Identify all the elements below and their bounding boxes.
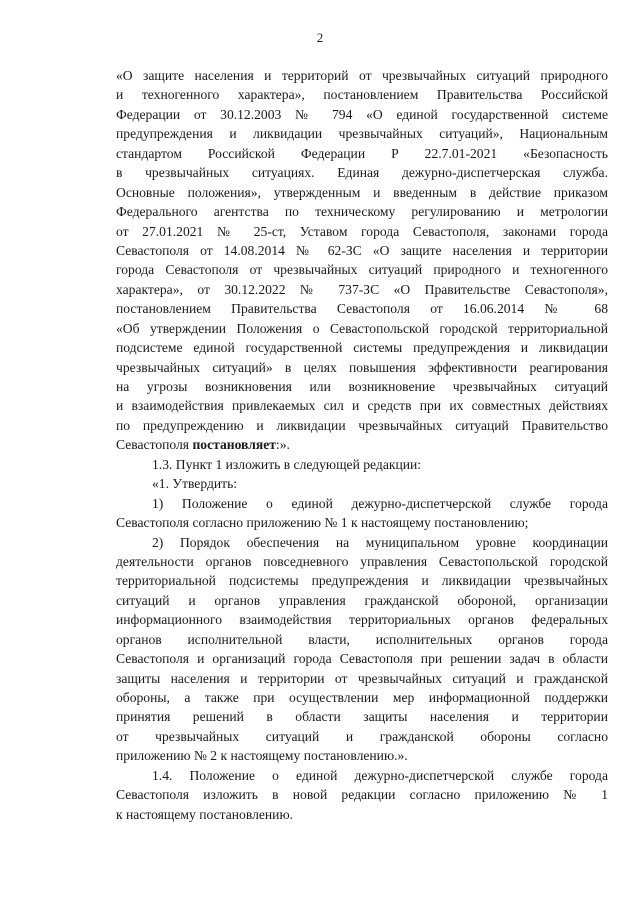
text-line-content: информационного взаимодействия территориальных органов федеральных: [116, 612, 608, 628]
text-line: [116, 455, 608, 474]
text-line-content: и техногенного характера», постановлением Правительства Российской: [116, 87, 608, 103]
text-line-content: города Севастополя от чрезвычайных ситуаций природного и техногенного: [116, 262, 608, 278]
text-line-content: Севастополя от 14.08.2014 № 62-ЗС «О защите населения и территории: [116, 242, 608, 258]
text-line-content: «1. Утвердить:: [152, 476, 238, 492]
text-line-content: Севастополя и организаций города Севастополя при решении задач в области: [116, 651, 608, 667]
text-line: [116, 805, 608, 824]
text-line-content: подсистеме единой государственной системы предупреждения и ликвидации: [116, 340, 608, 356]
text-line-content: на угрозы возникновения или возникновение чрезвычайных ситуаций: [116, 379, 608, 394]
text-line: [116, 241, 608, 260]
text-line-content: 1) Положение о единой дежурно-диспетчерской службе города: [152, 495, 608, 511]
text-line: [116, 707, 608, 726]
text-line-content: Севастополя согласно приложению № 1 к настоящему постановлению;: [116, 515, 529, 531]
text-line: [116, 552, 608, 571]
text-line-content: от чрезвычайных ситуаций и гражданской обороны согласно: [116, 728, 608, 744]
text-line: [116, 85, 608, 104]
text-line-content: в чрезвычайных ситуациях. Единая дежурно-диспетчерская служба.: [116, 165, 608, 181]
text-line: [116, 163, 608, 182]
text-line-content: обороны, а также при осуществлении мер информационной поддержки: [116, 690, 608, 705]
text-line: [116, 183, 608, 202]
text-line: [116, 591, 608, 610]
text-line: [116, 571, 608, 590]
text-line-content: от 27.01.2021 № 25-ст, Уставом города Севастополя, законами города: [116, 223, 608, 239]
text-line-content: характера», от 30.12.2022 № 737-ЗС «О Правительстве Севастополя»,: [116, 281, 608, 297]
text-line: [116, 746, 608, 765]
text-line-content: по предупреждению и ликвидации чрезвычайных ситуаций Правительство: [116, 417, 608, 433]
text-line-content: Основные положения», утвержденным и введенным в действие приказом: [116, 184, 608, 200]
text-line: [116, 474, 608, 493]
text-line-content: Севастополя изложить в новой редакции согласно приложению № 1: [116, 787, 608, 803]
text-line-content: «Об утверждении Положения о Севастопольской городской территориальной: [116, 320, 608, 336]
text-line: [116, 494, 608, 513]
text-line: [116, 105, 608, 124]
text-line: [116, 358, 608, 377]
text-line-content: защиты населения и территории от чрезвычайных ситуаций и гражданской: [116, 670, 608, 686]
text-line: [116, 513, 608, 532]
text-line: [116, 785, 608, 804]
text-line-content: 2) Порядок обеспечения на муниципальном уровне координации: [152, 534, 608, 550]
text-line: [116, 435, 608, 454]
text-line-content: органов исполнительной власти, исполнительных органов города: [116, 631, 608, 647]
text-line: [116, 533, 608, 552]
text-line: [116, 319, 608, 338]
text-line-suffix: :».: [275, 437, 290, 453]
text-line-content: к настоящему постановлению.: [116, 806, 294, 822]
text-line-content: 1.3. Пункт 1 изложить в следующей редакции:: [152, 456, 422, 472]
text-line-content: стандартом Российской Федерации Р 22.7.01-2021 «Безопасность: [116, 145, 608, 161]
text-line: [116, 669, 608, 688]
text-line-content: Севастополя: [116, 437, 193, 453]
text-line: [116, 630, 608, 649]
text-line-content: Федерального агентства по техническому регулированию и метрологии: [116, 204, 608, 220]
text-line-content: «О защите населения и территорий от чрезвычайных ситуаций природного: [116, 68, 608, 83]
text-line: [116, 299, 608, 318]
text-line: [116, 649, 608, 668]
text-line-content: 1.4. Положение о единой дежурно-диспетчерской службе города: [152, 767, 608, 783]
text-line: [116, 124, 608, 143]
text-line-content: и взаимодействия привлекаемых сил и средств при их совместных действиях: [116, 398, 608, 414]
text-line: [116, 222, 608, 241]
text-line: [116, 377, 608, 396]
text-line: [116, 416, 608, 435]
text-line: [116, 688, 608, 707]
text-line-content: чрезвычайных ситуаций» в целях повышения эффективности реагирования: [116, 359, 608, 375]
text-line: [116, 202, 608, 221]
text-line: [116, 144, 608, 163]
text-line-content: территориальной подсистемы предупреждения и ликвидации чрезвычайных: [116, 573, 608, 589]
text-line: [116, 766, 608, 785]
text-line-content: приложению № 2 к настоящему постановлению.».: [116, 748, 408, 764]
text-line: [116, 66, 608, 85]
text-line: [116, 610, 608, 629]
bold-keyword: постановляет: [192, 437, 276, 453]
text-line: [116, 260, 608, 279]
text-line-content: Федерации от 30.12.2003 № 794 «О единой государственной системе: [116, 106, 608, 122]
text-line-content: принятия решений в области защиты населения и территории: [116, 709, 608, 725]
page-number: 2: [316, 30, 324, 45]
text-line: [116, 727, 608, 746]
text-line-content: деятельности органов повседневного управления Севастопольской городской: [116, 553, 608, 569]
text-line-content: предупреждения и ликвидации чрезвычайных ситуаций», Национальным: [116, 126, 608, 142]
text-line: [116, 396, 608, 415]
text-line: [116, 338, 608, 357]
text-line-content: ситуаций и органов управления гражданской обороной, организации: [116, 592, 608, 608]
text-line-content: постановлением Правительства Севастополя от 16.06.2014 № 68: [116, 301, 608, 317]
document-body: [116, 66, 608, 824]
text-line: [116, 280, 608, 299]
